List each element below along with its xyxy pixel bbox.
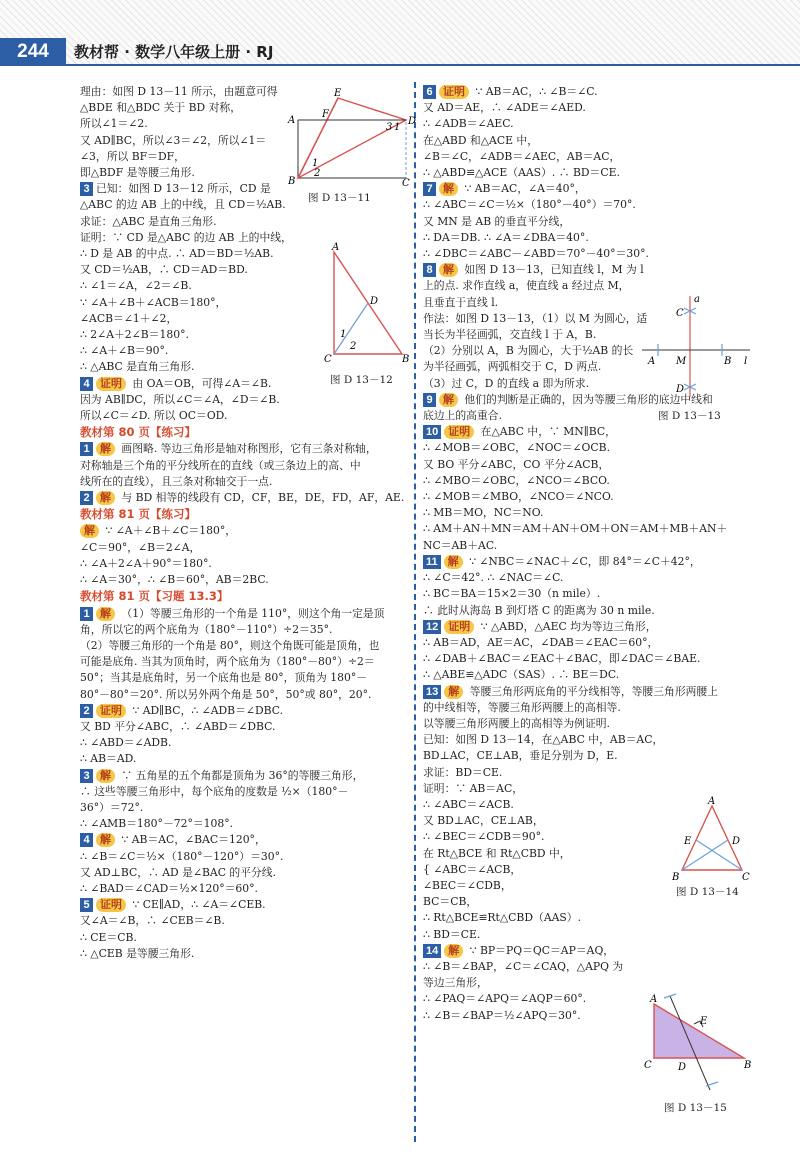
text-line: （2）分别以 A，B 为圆心，大于½AB 的长 [423, 344, 634, 358]
fig11-label: D [408, 116, 417, 127]
text-line: ∴ △ABC 是直角三角形. [80, 360, 195, 374]
book-title: 教材帮 · 数学八年级上册 · RJ [74, 43, 274, 61]
text-line: 13 解 等腰三角形两底角的平分线相等，等腰三角形两腰上 [423, 684, 751, 700]
text-line: 14 解 ∵ BP＝PQ＝QC＝AP＝AQ， [423, 943, 751, 959]
text-line: ∴ 这些等腰三角形中，每个底角的度数是 ½×（180°－ [80, 784, 349, 798]
text-line: 为半径画弧，两弧相交于 C，D 两点. [423, 360, 602, 374]
fig14-label: D [732, 836, 741, 847]
fig13-label: B [724, 356, 732, 367]
text-line: ∴ MB＝MO，NC＝NO. [423, 506, 544, 520]
text-line: ∴ BD＝CE. [423, 927, 481, 941]
text-line: 36°）＝72°. [80, 800, 144, 814]
fig13-label: M [676, 356, 687, 367]
fig12-label: 1 [340, 329, 347, 340]
text-line: ∠B＝∠C，∠ADB＝∠AEC，AB＝AC， [423, 149, 621, 163]
text-line: 11 解 ∵ ∠NBC＝∠NAC＋∠C，即 84°＝∠C＋42°， [423, 554, 751, 570]
text-line: ∴ ∠ABC＝∠C＝½×（180°－40°）＝70°. [423, 198, 636, 212]
text-line: 2 证明 ∵ AD∥BC，∴ ∠ADB＝∠DBC. [80, 703, 410, 719]
text-line: 80°－80°＝20°. 所以另外两个角是 50°，50°或 80°，20°. [80, 687, 372, 701]
text-line: 的中线相等，等腰三角形两腰上的高相等. [423, 700, 621, 714]
text-line: ∴ 此时从海岛 B 到灯塔 C 的距离为 30 n mile. [423, 603, 655, 617]
text-line: ∴ ∠PAQ＝∠APQ＝∠AQP＝60°. [423, 992, 587, 1006]
text-line: 等边三角形， [423, 976, 488, 990]
fig14-label: A [708, 796, 716, 807]
text-line: ∠ACB＝∠1＋∠2， [80, 311, 178, 325]
text-line: 8 解 如图 D 13－13，已知直线 l，M 为 l [423, 262, 751, 278]
text-line: ∴ ∠DAB＋∠BAC＝∠EAC＋∠BAC，即∠DAC＝∠BAE. [423, 652, 701, 666]
figure-caption: 图 D 13－15 [664, 1102, 727, 1114]
text-line: 又∠A＝∠B，∴ ∠CEB＝∠B. [80, 914, 225, 928]
text-line: ∴ ∠MOB＝∠MBO，∠NCO＝∠NCO. [423, 490, 614, 504]
text-line: ∴ 2∠A＋2∠B＝180°. [80, 328, 189, 342]
fig14-label: C [742, 872, 750, 883]
figure-caption: 图 D 13－11 [308, 192, 371, 204]
text-line: 即△BDF 是等腰三角形. [80, 166, 195, 180]
fig11-label: C [402, 178, 410, 189]
fig13-label: A [648, 356, 656, 367]
text-line: 教材第 80 页【练习】 [80, 425, 197, 440]
text-line: △BDE 和△BDC 关于 BD 对称， [80, 101, 242, 115]
figure-d13-12 [320, 242, 410, 367]
text-line: 12 证明 ∵ △ABD，△AEC 均为等边三角形， [423, 619, 751, 635]
text-line: 又 BD⊥AC，CE⊥AB， [423, 814, 544, 828]
text-line: ∴ D 是 AB 的中点. ∴ AD＝BD＝½AB. [80, 247, 274, 261]
fig12-label: A [332, 242, 340, 253]
fig12-label: D [370, 296, 379, 307]
text-line: ∴ ∠1＝∠A，∠2＝∠B. [80, 279, 192, 293]
text-line: 以等腰三角形两腰上的高相等为例证明. [423, 716, 610, 730]
text-line: ∴ ∠ABC＝∠ACB. [423, 797, 514, 811]
fig11-label: A [288, 115, 296, 126]
text-line: ∴ DA＝DB. ∴ ∠A＝∠DBA＝40°. [423, 230, 589, 244]
text-line: ∵ ∠A＋∠B＋∠ACB＝180°， [80, 295, 227, 309]
text-line: 在 Rt△BCE 和 Rt△CBD 中， [423, 846, 571, 860]
text-line: 证明：∵ CD 是△ABC 的边 AB 上的中线， [80, 230, 292, 244]
text-line: 又 MN 是 AB 的垂直平分线， [423, 214, 571, 228]
fig11-label: 2 [314, 168, 321, 179]
text-line: 2 解 与 BD 相等的线段有 CD，CF，BE，DE，FD，AF，AE. [80, 490, 410, 506]
text-line: （3）过 C，D 的直线 a 即为所求. [423, 376, 590, 390]
fig13-label: D [676, 384, 685, 395]
text-line: ∴ ∠ADB＝∠AEC. [423, 117, 514, 131]
text-line: △ABC 的边 AB 上的中线，且 CD＝½AB. [80, 198, 286, 212]
text-line: ∴ ∠MBO＝∠OBC，∠NCO＝∠BCO. [423, 473, 610, 487]
text-line: ∴ ∠B＝∠BAP，∠C＝∠CAQ，△APQ 为 [423, 959, 624, 973]
fig15-label: B [744, 1060, 752, 1071]
text-line: 因为 AB∥DC，所以∠C＝∠A，∠D＝∠B. [80, 392, 280, 406]
text-line: 已知：如图 D 13－14，在△ABC 中，AB＝AC， [423, 733, 664, 747]
text-line: ∴ AB＝AD，AE＝AC，∠DAB＝∠EAC＝60°， [423, 635, 659, 649]
text-line: 求证：BD＝CE. [423, 765, 503, 779]
fig15-label: A [650, 994, 658, 1005]
fig13-label: a [694, 294, 700, 305]
text-line: ∠BEC＝∠CDB， [423, 878, 512, 892]
text-line: 对称轴是三个角的平分线所在的直线（或三条边上的高、中 [80, 458, 361, 472]
text-line: 当长为半径画弧，交直线 l 于 A，B. [423, 328, 597, 342]
fig12-label: 2 [350, 341, 357, 352]
fig12-label: B [402, 354, 410, 365]
text-line: BD⊥AC，CE⊥AB，垂足分别为 D，E. [423, 749, 618, 763]
text-line: 50°；当其是底角时，另一个底角也是 80°，顶角为 180°－ [80, 671, 368, 685]
text-line: BC＝CB， [423, 895, 478, 909]
text-line: ∴ AM＋AN＋MN＝AM＋AN＋OM＋ON＝AM＋MB＋AN＋ [423, 522, 728, 536]
text-line: 教材第 81 页【习题 13.3】 [80, 589, 229, 604]
text-line: 可能是底角. 当其为顶角时，两个底角为（180°－80°）÷2＝ [80, 655, 375, 669]
text-line: 又 AD＝AE，∴ ∠ADE＝∠AED. [423, 101, 586, 115]
text-line: ∴ Rt△BCE≌Rt△CBD（AAS）. [423, 911, 582, 925]
fig11-label: B [288, 176, 296, 187]
text-line: 且垂直于直线 l. [423, 295, 499, 309]
text-line: 求证：△ABC 是直角三角形. [80, 214, 217, 228]
text-line: 所以∠C＝∠D. 所以 OC＝OD. [80, 409, 228, 423]
text-line: ∴ ∠BEC＝∠CDB＝90°. [423, 830, 545, 844]
text-line: ∴ ∠A＝30°，∴ ∠B＝60°，AB＝2BC. [80, 573, 269, 587]
fig11-label: 3 [386, 122, 393, 133]
text-line: 5 证明 ∵ CE∥AD，∴ ∠A＝∠CEB. [80, 897, 410, 913]
text-line: 3 已知：如图 D 13－12 所示，CD 是 [80, 181, 410, 197]
text-line: ∴ ∠DBC＝∠ABC－∠ABD＝70°－40°＝30°. [423, 247, 649, 261]
text-line: 作法：如图 D 13－13，（1）以 M 为圆心，适 [423, 311, 648, 325]
text-line: 4 证明 由 OA＝OB，可得∠A＝∠B. [80, 376, 410, 392]
text-line: ∠3，所以 BF＝DF， [80, 149, 185, 163]
right-column [423, 84, 751, 1024]
text-line: NC＝AB＋AC. [423, 538, 498, 552]
text-line: 7 解 ∵ AB＝AC，∠A＝40°， [423, 181, 751, 197]
left-column [80, 84, 410, 962]
text-line: ∴ △ABD≌△ACE（AAS）. ∴ BD＝CE. [423, 166, 620, 180]
text-line: ∴ ∠B＝∠BAP＝½∠APQ＝30°. [423, 1008, 581, 1022]
fig15-label: E [700, 1016, 708, 1027]
text-line: 所以∠1＝∠2. [80, 117, 148, 131]
figure-d13-13 [640, 292, 760, 402]
text-line: ∴ ∠MOB＝∠OBC，∠NOC＝∠OCB. [423, 441, 611, 455]
text-line: 又 BD 平分∠ABC，∴ ∠ABD＝∠DBC. [80, 719, 276, 733]
text-line: （2）等腰三角形的一个角是 80°，则这个角既可能是顶角，也 [80, 638, 380, 652]
text-line: 10 证明 在△ABC 中，∵ MN∥BC， [423, 424, 751, 440]
text-line: 在△ABD 和△ACE 中， [423, 133, 538, 147]
fig12-label: C [324, 354, 332, 365]
text-line: ∴ ∠C＝42°. ∴ ∠NAC＝∠C. [423, 571, 564, 585]
text-line: ∴ BC＝BA＝15×2＝30（n mile）. [423, 587, 601, 601]
fig13-label: C [676, 308, 684, 319]
column-divider [414, 82, 416, 1142]
text-line: 又 BO 平分∠ABC，CO 平分∠ACB， [423, 457, 610, 471]
text-line: 又 AD⊥BC，∴ AD 是∠BAC 的平分线. [80, 865, 277, 879]
figure-caption: 图 D 13－14 [676, 886, 739, 898]
text-line: 证明：∵ AB＝AC， [423, 781, 524, 795]
text-line: 角，所以它的两个底角为（180°－110°）÷2＝35°. [80, 622, 333, 636]
figure-d13-15 [636, 990, 760, 1098]
text-line: ∴ ∠A＋∠B＝90°. [80, 344, 169, 358]
text-line: 9 解 他们的判断是正确的，因为等腰三角形的底边中线和 [423, 392, 751, 408]
text-line: ∴ ∠ABD＝∠ADB. [80, 736, 172, 750]
fig11-label: E [334, 88, 342, 99]
text-line: 上的点. 求作直线 a，使直线 a 经过点 M， [423, 279, 630, 293]
fig11-label: 1 [394, 122, 401, 133]
header-rule [66, 64, 800, 66]
text-line: ∴ ∠A＋2∠A＋90°＝180°. [80, 556, 212, 570]
figure-caption: 图 D 13－12 [330, 374, 393, 386]
text-line: ∴ ∠B＝∠C＝½×（180°－120°）＝30°. [80, 849, 284, 863]
figure-d13-11 [282, 86, 417, 189]
text-line: 1 解 画图略. 等边三角形是轴对称图形，它有三条对称轴， [80, 441, 410, 457]
text-line: ∴ △CEB 是等腰三角形. [80, 946, 195, 960]
text-line: ∴ △ABE≌△ADC（SAS）. ∴ BE＝DC. [423, 668, 620, 682]
text-line: 理由：如图 D 13－11 所示，由题意可得 [80, 85, 278, 98]
text-line: 线所在的直线），且三条对称轴交于一点. [80, 474, 273, 488]
text-line: 3 解 ∵ 五角星的五个角都是顶角为 36°的等腰三角形， [80, 768, 410, 784]
text-line: 底边上的高重合. [423, 409, 503, 423]
text-line: 6 证明 ∵ AB＝AC，∴ ∠B＝∠C. [423, 84, 751, 100]
text-line: ∴ ∠AMB＝180°－72°＝108°. [80, 817, 234, 831]
text-line: ∴ AB＝AD. [80, 752, 137, 766]
text-line: ∠C＝90°，∠B＝2∠A， [80, 540, 201, 554]
figure-d13-14 [672, 796, 752, 882]
text-line: ∴ CE＝CB. [80, 930, 137, 944]
fig15-label: D [678, 1062, 687, 1073]
text-line: ∴ ∠BAD＝∠CAD＝½×120°＝60°. [80, 881, 258, 895]
fig13-label: l [744, 356, 748, 367]
text-line: 又 AD∥BC，所以∠3＝∠2，所以∠1＝ [80, 133, 267, 147]
text-line: 教材第 81 页【练习】 [80, 507, 197, 522]
text-line: 4 解 ∵ AB＝AC，∠BAC＝120°， [80, 832, 410, 848]
text-line: 解 ∵ ∠A＋∠B＋∠C＝180°， [80, 523, 410, 539]
text-line: { ∠ABC＝∠ACB， [423, 862, 522, 876]
page-number: 244 [0, 38, 66, 66]
fig15-label: C [644, 1060, 652, 1071]
text-line: 1 解 （1）等腰三角形的一个角是 110°，则这个角一定是顶 [80, 606, 410, 622]
fig14-label: B [672, 872, 680, 883]
fig11-label: F [322, 109, 329, 120]
fig11-label: 1 [312, 158, 319, 169]
figure-caption: 图 D 13－13 [658, 410, 721, 422]
fig14-label: E [684, 836, 692, 847]
text-line: 又 CD＝½AB，∴ CD＝AD＝BD. [80, 263, 248, 277]
